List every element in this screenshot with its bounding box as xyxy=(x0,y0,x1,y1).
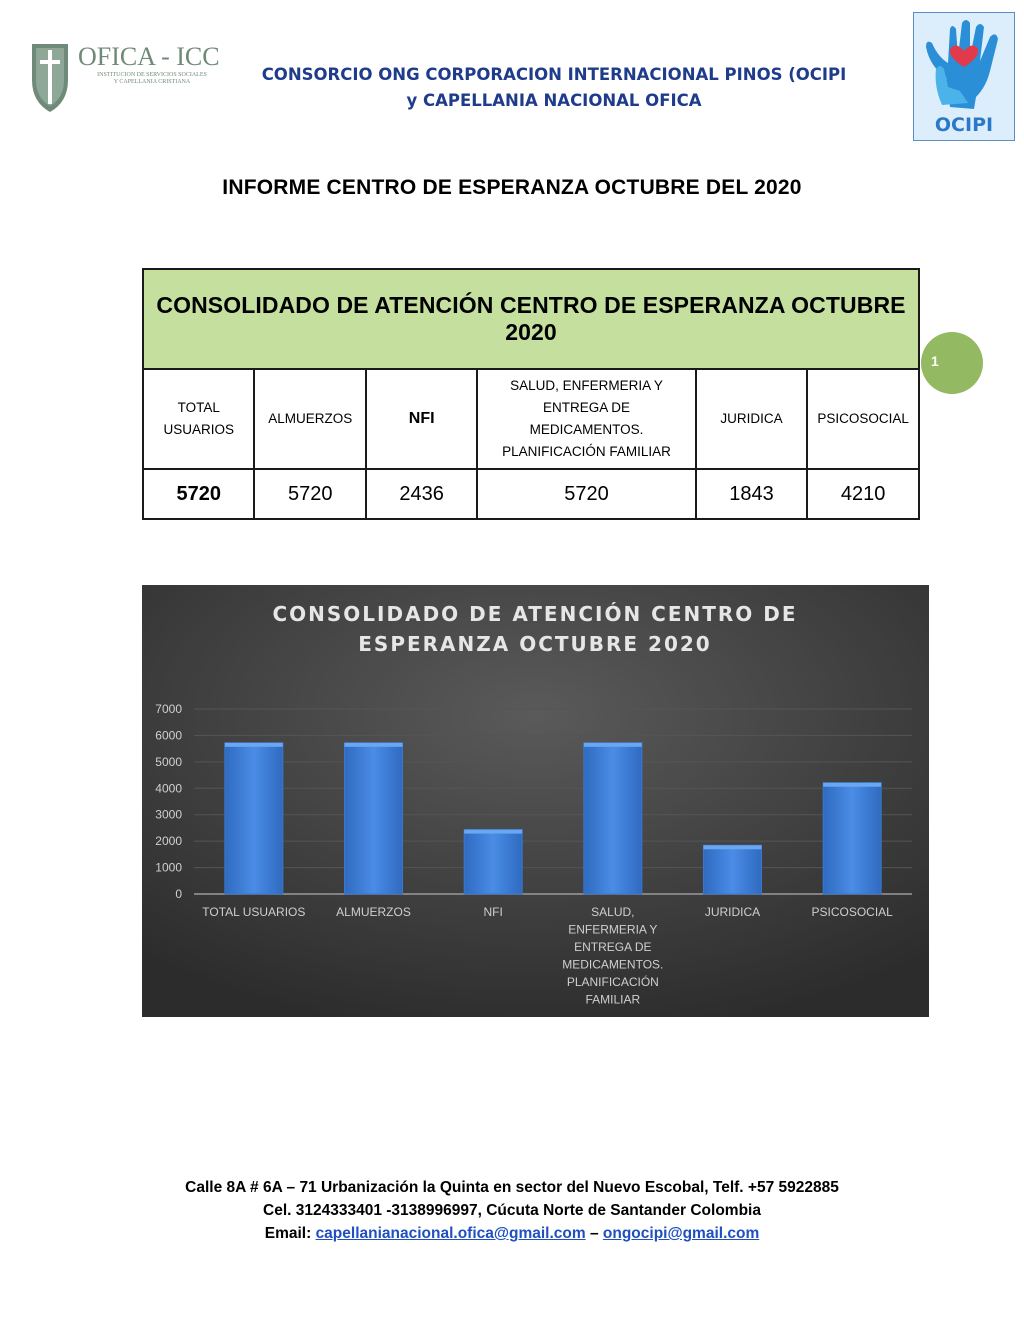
bar-highlight xyxy=(464,830,522,834)
org-line-1: CONSORCIO ONG CORPORACION INTERNACIONAL PINOS (OCIPI xyxy=(261,65,847,84)
bar-chart xyxy=(142,585,929,1017)
col-salud xyxy=(477,369,696,469)
col-nfi: NFI xyxy=(366,369,477,469)
y-tick-label: 1000 xyxy=(155,860,182,875)
email-separator: – xyxy=(589,1225,599,1242)
table-row xyxy=(143,469,919,519)
document-title: INFORME CENTRO DE ESPERANZA OCTUBRE DEL 2020 xyxy=(222,176,802,199)
value-almuerzos: 5720 xyxy=(254,469,366,519)
footer-phone: Cel. 3124333401 -3138996997, Cúcuta Norte de Santander Colombia xyxy=(263,1202,761,1219)
bar xyxy=(345,743,403,894)
y-tick-label: 5000 xyxy=(155,754,182,769)
x-tick-label: PSICOSOCIAL xyxy=(811,905,893,919)
footer-email-line xyxy=(0,1222,1024,1245)
consolidated-table xyxy=(142,268,920,520)
col-label-line: TOTAL xyxy=(177,400,220,415)
y-tick-label: 7000 xyxy=(155,702,182,716)
bar xyxy=(704,845,762,894)
value-nfi: 2436 xyxy=(366,469,477,519)
chart-title-line-1: CONSOLIDADO DE ATENCIÓN CENTRO DE xyxy=(272,602,798,626)
bar-chart-svg xyxy=(142,585,929,1017)
x-tick-label: FAMILIAR xyxy=(585,992,641,1007)
value-juridica: 1843 xyxy=(696,469,807,519)
page-number-badge: 1 xyxy=(921,332,983,394)
ofica-logo xyxy=(26,38,226,118)
x-tick-label: JURIDICA xyxy=(704,905,761,919)
x-tick-label: TOTAL USUARIOS xyxy=(202,905,306,919)
y-tick-label: 2000 xyxy=(155,834,182,849)
ofica-logo-text: OFICA - ICC xyxy=(78,42,220,71)
email-label: Email: xyxy=(264,1225,312,1242)
email-link-capellania[interactable]: capellanianacional.ofica@gmail.com xyxy=(315,1225,586,1242)
y-tick-label: 3000 xyxy=(155,807,182,822)
email-link-ongocipi[interactable]: ongocipi@gmail.com xyxy=(602,1225,760,1242)
col-almuerzos: ALMUERZOS xyxy=(254,369,366,469)
bar-highlight xyxy=(225,743,283,747)
ofica-logo-tagline: INSTITUCION DE SERVICIOS SOCIALES Y CAPELLANIA CRISTIANA xyxy=(97,72,207,85)
org-line-2: y CAPELLANIA NACIONAL OFICA xyxy=(406,91,702,110)
x-tick-label: MEDICAMENTOS. xyxy=(562,957,664,972)
bar-highlight xyxy=(345,743,403,747)
value-psicosocial: 4210 xyxy=(807,469,919,519)
value-salud: 5720 xyxy=(477,469,696,519)
bar-highlight xyxy=(704,845,762,849)
chart-title-line-2: ESPERANZA OCTUBRE 2020 xyxy=(358,632,712,656)
bar xyxy=(225,743,283,894)
bar-highlight xyxy=(584,743,642,747)
value-total-usuarios: 5720 xyxy=(143,469,254,519)
footer xyxy=(0,1176,1024,1245)
x-tick-label: SALUD, xyxy=(591,905,635,919)
col-label-line: PLANIFICACIÓN FAMILIAR xyxy=(502,444,671,459)
table-header-row xyxy=(143,369,919,469)
col-label-line: SALUD, ENFERMERIA Y xyxy=(510,378,663,393)
ocipi-logo xyxy=(913,12,1015,141)
bar xyxy=(584,743,642,894)
footer-address: Calle 8A # 6A – 71 Urbanización la Quinta en sector del Nuevo Escobal, Telf. +57 5922885 xyxy=(185,1179,839,1196)
y-tick-label: 6000 xyxy=(155,728,182,743)
col-psicosocial: PSICOSOCIAL xyxy=(807,369,919,469)
ocipi-logo-text: OCIPI xyxy=(934,114,994,136)
col-label-line: ENTREGA DE xyxy=(543,400,631,415)
organization-heading xyxy=(214,62,894,114)
bar xyxy=(464,830,522,894)
hands-heart-icon xyxy=(920,17,1008,113)
col-label-line: USUARIOS xyxy=(163,422,234,437)
y-tick-label: 4000 xyxy=(155,781,182,796)
x-tick-label: ENFERMERIA Y xyxy=(568,922,658,937)
bar-highlight xyxy=(823,783,881,787)
col-total-usuarios xyxy=(143,369,254,469)
x-tick-label: NFI xyxy=(483,905,503,919)
y-tick-label: 0 xyxy=(175,887,182,901)
x-tick-label: ENTREGA DE xyxy=(574,940,652,954)
col-label-line: MEDICAMENTOS. xyxy=(529,422,644,437)
bar xyxy=(823,783,881,894)
col-juridica: JURIDICA xyxy=(696,369,807,469)
x-tick-label: PLANIFICACIÓN xyxy=(566,975,659,989)
table-title: CONSOLIDADO DE ATENCIÓN CENTRO DE ESPERANZA OCTUBRE 2020 xyxy=(143,269,919,369)
x-tick-label: ALMUERZOS xyxy=(336,905,411,919)
shield-cross-icon xyxy=(28,40,72,114)
